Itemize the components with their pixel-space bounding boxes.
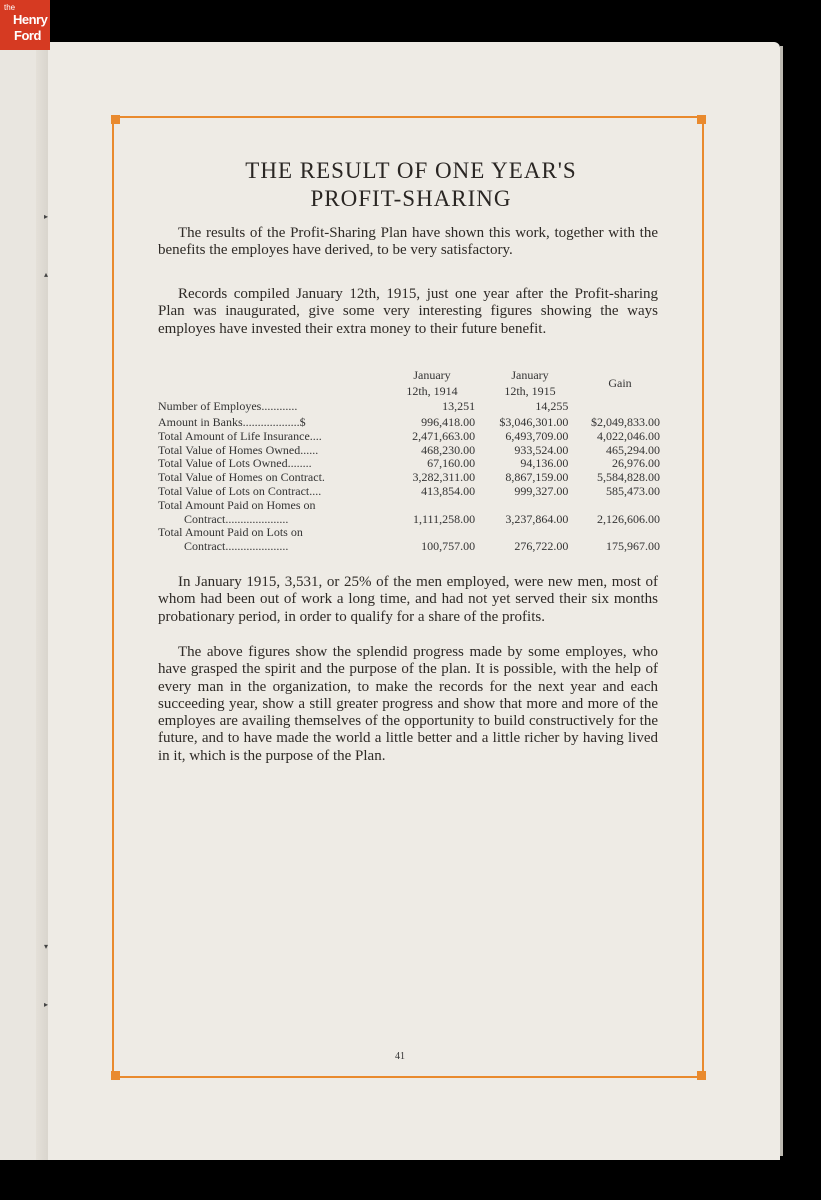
- row-label: Contract.....................: [184, 539, 289, 554]
- henry-ford-logo[interactable]: [0, 0, 50, 50]
- table-row: [158, 416, 660, 430]
- spine-mark: ▸: [44, 1000, 49, 1009]
- profit-sharing-table: [158, 397, 660, 554]
- logo-the: the: [4, 3, 16, 12]
- value-1914: [398, 499, 475, 513]
- paragraph-progress-text: The above figures show the splendid progress made by some employes, who have grasped the spirit and the purpose of the plan. It is possible, with the help of every man in the organization, to make the records for the next year and each succeeding year, show a still greater progress and show that more and more of the employes are availing themselves of the opportunity to build constructively for the future, and to have made the world a little better and a little richer by having lived in it, which is the purpose of the Plan.: [158, 644, 658, 764]
- value-1915: [475, 526, 568, 540]
- value-1914: 100,757.00: [421, 539, 476, 554]
- paragraph-records-text: Records compiled January 12th, 1915, just one year after the Profit-sharing Plan was inaugurated, give some very interesting figures showing the ways employes have invested their extra money to their future benefit.: [158, 286, 658, 337]
- value-gain: 2,126,606.00: [597, 511, 660, 526]
- table-row: [158, 526, 660, 540]
- value-1914: 3,282,311.00: [412, 470, 476, 485]
- value-1915: [475, 499, 568, 513]
- spine-mark: ▸: [44, 212, 49, 221]
- header-col-1915-line2: 12th, 1915: [504, 384, 556, 398]
- row-label: Total Value of Homes Owned......: [158, 442, 319, 457]
- value-1915: 933,524.00: [514, 442, 569, 457]
- row-label: Total Value of Lots Owned........: [158, 456, 312, 471]
- table-row: [158, 513, 660, 527]
- page-title-line1: THE RESULT OF ONE YEAR'S: [245, 158, 577, 183]
- border-corner: [697, 115, 706, 124]
- table-row: [158, 430, 660, 444]
- header-col-1915: [490, 367, 570, 399]
- paragraph-records: [158, 286, 658, 338]
- row-label: Amount in Banks...................$: [158, 415, 306, 429]
- page-edge: [780, 46, 783, 1156]
- value-gain: 4,022,046.00: [597, 428, 660, 443]
- header-col-1914-line1: January: [413, 368, 451, 382]
- value-1914: 67,160.00: [427, 456, 476, 471]
- paragraph-progress: [158, 644, 658, 765]
- value-gain: 26,976.00: [612, 456, 660, 471]
- header-col-1915-line1: January: [511, 368, 549, 382]
- value-gain: 5,584,828.00: [597, 470, 660, 485]
- value-1915: 6,493,709.00: [505, 428, 569, 443]
- logo-ford: Ford: [14, 28, 41, 43]
- value-1915: 14,255: [535, 398, 569, 413]
- row-label: Total Value of Homes on Contract.: [158, 470, 325, 485]
- value-1915: $3,046,301.00: [499, 415, 569, 429]
- row-label: Total Amount Paid on Lots on: [158, 525, 303, 540]
- table-row: [158, 397, 660, 416]
- value-gain: 175,967.00: [606, 539, 660, 554]
- value-1915: 3,237,864.00: [505, 511, 569, 526]
- value-gain: [568, 397, 660, 416]
- table-row: [158, 457, 660, 471]
- header-col-1914-line2: 12th, 1914: [406, 384, 458, 398]
- spine-mark: ▾: [44, 942, 49, 951]
- row-label: Total Value of Lots on Contract....: [158, 483, 322, 498]
- paragraph-new-men-text: In January 1915, 3,531, or 25% of the men employed, were new men, most of whom had been out of work a long time, and had not yet served their six months probationary period, in order to qualify for a share of the profits.: [158, 574, 658, 625]
- row-label: Number of Employes............: [158, 398, 298, 413]
- value-1915: 8,867,159.00: [505, 470, 569, 485]
- spine-mark: ▴: [44, 270, 49, 279]
- row-label: Contract.....................: [184, 511, 289, 526]
- border-corner: [697, 1071, 706, 1080]
- value-gain: 465,294.00: [606, 442, 660, 457]
- row-label: Total Amount Paid on Homes on: [158, 497, 316, 512]
- logo-henry: Henry: [13, 12, 48, 27]
- value-1914: 2,471,663.00: [412, 428, 476, 443]
- table-row: [158, 444, 660, 458]
- page-title-line2: PROFIT-SHARING: [310, 186, 512, 211]
- value-1914: 13,251: [442, 398, 476, 413]
- value-1914: 413,854.00: [421, 483, 476, 498]
- paragraph-new-men: [158, 574, 658, 626]
- value-1915: 276,722.00: [514, 539, 569, 554]
- border-corner: [111, 115, 120, 124]
- header-col-1914: [392, 367, 472, 399]
- paragraph-results: [158, 225, 658, 260]
- table-row: [158, 499, 660, 513]
- spine-shadow: [36, 0, 48, 1160]
- header-col-gain: Gain: [608, 376, 632, 390]
- paragraph-results-text: The results of the Profit-Sharing Plan have shown this work, together with the benefits the employes have derived, to be very satisfactory.: [158, 225, 658, 259]
- row-label: Total Amount of Life Insurance....: [158, 428, 322, 443]
- value-gain: 585,473.00: [606, 483, 660, 498]
- value-1914: [398, 526, 475, 540]
- table-row: [158, 471, 660, 485]
- value-1915: 94,136.00: [520, 456, 569, 471]
- value-1914: 1,111,258.00: [412, 511, 476, 526]
- table-row: [158, 540, 660, 554]
- value-1914: 996,418.00: [421, 415, 476, 429]
- page-number: 41: [395, 1051, 405, 1062]
- value-gain: $2,049,833.00: [591, 415, 660, 429]
- table-row: [158, 485, 660, 499]
- border-corner: [111, 1071, 120, 1080]
- value-gain: [568, 526, 660, 540]
- value-gain: [568, 499, 660, 513]
- value-1914: 468,230.00: [421, 442, 476, 457]
- value-1915: 999,327.00: [514, 483, 569, 498]
